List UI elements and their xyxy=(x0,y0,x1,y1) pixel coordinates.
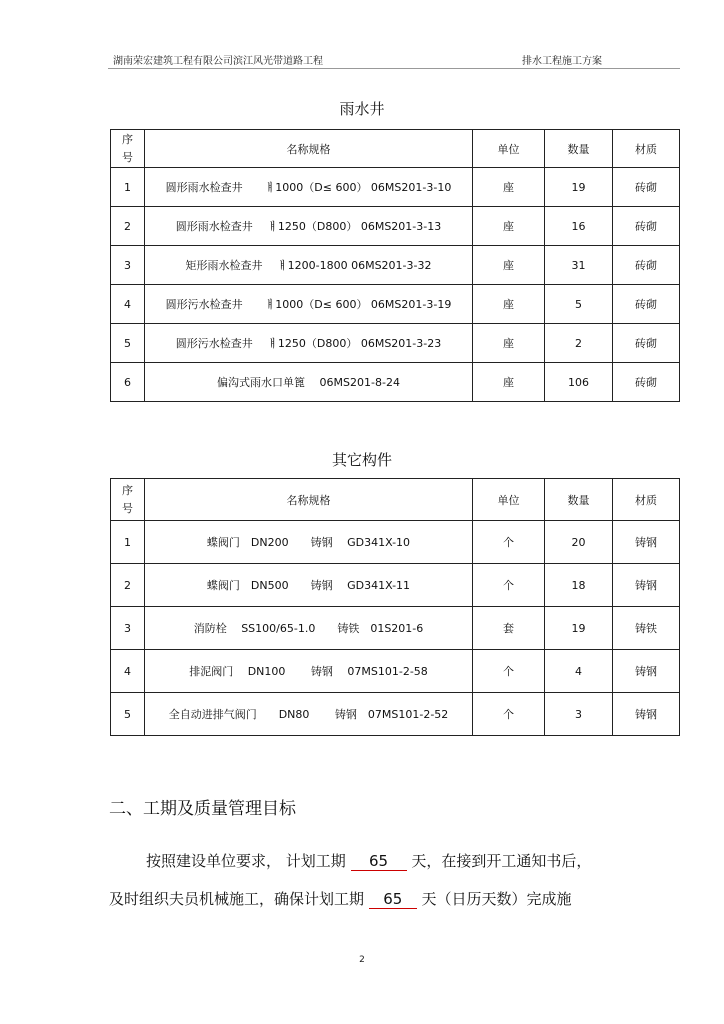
cell-seq: 5 xyxy=(111,693,145,736)
header-qty: 数量 xyxy=(545,130,613,168)
table-header-row xyxy=(111,130,680,168)
cell-material: 铸钢 xyxy=(613,564,680,607)
header-material: 材质 xyxy=(613,130,680,168)
cell-qty: 106 xyxy=(545,363,613,402)
table-title-other-components: 其它构件 xyxy=(331,451,392,469)
cell-seq: 1 xyxy=(111,168,145,207)
table-row xyxy=(111,324,680,363)
cell-material: 铸钢 xyxy=(613,521,680,564)
cell-spec: 消防栓 SS100/65-1.0 铸铁 01S201-6 xyxy=(145,607,473,650)
header-qty: 数量 xyxy=(545,479,613,521)
table-row xyxy=(111,168,680,207)
paragraph-line-1 xyxy=(146,850,591,871)
header-seq xyxy=(111,130,145,168)
table-row xyxy=(111,246,680,285)
table-row xyxy=(111,607,680,650)
cell-qty: 31 xyxy=(545,246,613,285)
cell-qty: 18 xyxy=(545,564,613,607)
header-document-title: 排水工程施工方案 xyxy=(522,56,602,67)
cell-unit: 座 xyxy=(473,207,545,246)
planned-duration-value: 65 xyxy=(351,853,407,871)
table-title-rainwater-wells: 雨水井 xyxy=(339,100,385,118)
cell-material: 砖砌 xyxy=(613,207,680,246)
cell-material: 砖砌 xyxy=(613,246,680,285)
header-seq xyxy=(111,479,145,521)
cell-material: 砖砌 xyxy=(613,285,680,324)
header-unit: 单位 xyxy=(473,130,545,168)
cell-spec: 全自动进排气阀门 DN80 铸钢 07MS101-2-52 xyxy=(145,693,473,736)
line1-text-end: 天，在接到开工通知书后， xyxy=(406,852,592,870)
paragraph-line-2 xyxy=(109,888,572,909)
cell-spec: 圆形污水检查井 ￅ1000（D≤ 600） 06MS201-3-19 xyxy=(145,285,473,324)
cell-spec: 矩形雨水检查井 ￅ1200-1800 06MS201-3-32 xyxy=(145,246,473,285)
cell-spec: 圆形污水检查井 ￅ1250（D800） 06MS201-3-23 xyxy=(145,324,473,363)
cell-seq: 6 xyxy=(111,363,145,402)
header-company: 湖南荣宏建筑工程有限公司滨江风光带道路工程 xyxy=(113,56,323,67)
table-row xyxy=(111,564,680,607)
cell-spec: 排泥阀门 DN100 铸钢 07MS101-2-58 xyxy=(145,650,473,693)
header-spec: 名称规格 xyxy=(145,479,473,521)
cell-qty: 4 xyxy=(545,650,613,693)
line2-text-end: 天（日历天数）完成施 xyxy=(416,890,572,908)
cell-unit: 座 xyxy=(473,168,545,207)
section-heading: 二、工期及质量管理目标 xyxy=(109,799,296,819)
cell-qty: 19 xyxy=(545,607,613,650)
cell-seq: 1 xyxy=(111,521,145,564)
cell-seq: 2 xyxy=(111,564,145,607)
cell-qty: 2 xyxy=(545,324,613,363)
table-row xyxy=(111,693,680,736)
cell-material: 砖砌 xyxy=(613,324,680,363)
table-rainwater-wells xyxy=(110,129,680,402)
table-row xyxy=(111,521,680,564)
line2-text-start: 及时组织夫员机械施工，确保计划工期 xyxy=(109,890,369,908)
cell-material: 铸钢 xyxy=(613,693,680,736)
header-material: 材质 xyxy=(613,479,680,521)
table-row xyxy=(111,285,680,324)
header-unit: 单位 xyxy=(473,479,545,521)
cell-qty: 16 xyxy=(545,207,613,246)
cell-spec: 偏沟式雨水口单篦 06MS201-8-24 xyxy=(145,363,473,402)
cell-seq: 2 xyxy=(111,207,145,246)
cell-seq: 4 xyxy=(111,650,145,693)
cell-qty: 20 xyxy=(545,521,613,564)
cell-unit: 座 xyxy=(473,285,545,324)
cell-material: 铸铁 xyxy=(613,607,680,650)
line1-text-start: 按照建设单位要求， 计划工期 xyxy=(146,852,351,870)
cell-spec: 蝶阀门 DN200 铸钢 GD341X-10 xyxy=(145,521,473,564)
table-row xyxy=(111,650,680,693)
cell-material: 铸钢 xyxy=(613,650,680,693)
cell-unit: 套 xyxy=(473,607,545,650)
cell-spec: 蝶阀门 DN500 铸钢 GD341X-11 xyxy=(145,564,473,607)
header-spec: 名称规格 xyxy=(145,130,473,168)
cell-qty: 3 xyxy=(545,693,613,736)
cell-material: 砖砌 xyxy=(613,168,680,207)
cell-unit: 个 xyxy=(473,693,545,736)
cell-material: 砖砌 xyxy=(613,363,680,402)
page-number: 2 xyxy=(359,955,365,965)
cell-qty: 5 xyxy=(545,285,613,324)
planned-duration-value-2: 65 xyxy=(369,891,417,909)
cell-unit: 个 xyxy=(473,564,545,607)
cell-unit: 个 xyxy=(473,521,545,564)
table-row xyxy=(111,207,680,246)
header-seq-label: 序号 xyxy=(122,483,133,515)
header-divider xyxy=(108,68,680,69)
table-other-components xyxy=(110,478,680,736)
cell-seq: 3 xyxy=(111,246,145,285)
cell-spec: 圆形雨水检查井 ￅ1250（D800） 06MS201-3-13 xyxy=(145,207,473,246)
cell-qty: 19 xyxy=(545,168,613,207)
cell-unit: 座 xyxy=(473,363,545,402)
cell-seq: 5 xyxy=(111,324,145,363)
header-seq-label: 序号 xyxy=(122,132,133,164)
table-header-row xyxy=(111,479,680,521)
cell-unit: 个 xyxy=(473,650,545,693)
cell-unit: 座 xyxy=(473,246,545,285)
table-row xyxy=(111,363,680,402)
cell-seq: 4 xyxy=(111,285,145,324)
cell-seq: 3 xyxy=(111,607,145,650)
cell-spec: 圆形雨水检查井 ￅ1000（D≤ 600） 06MS201-3-10 xyxy=(145,168,473,207)
cell-unit: 座 xyxy=(473,324,545,363)
